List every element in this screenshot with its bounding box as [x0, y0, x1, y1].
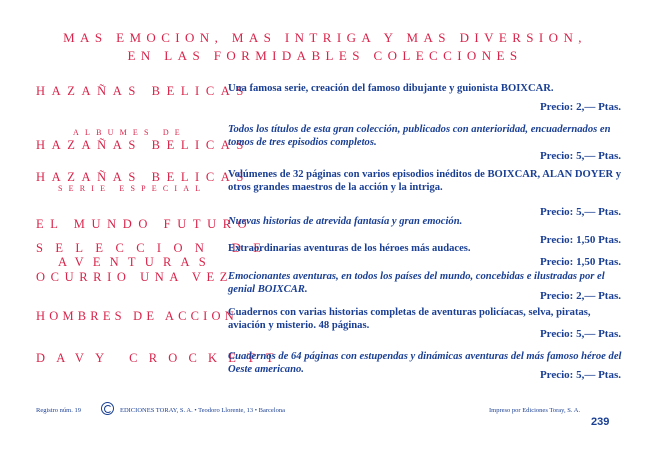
copyright-icon — [101, 402, 114, 415]
series-price: Precio: 5,— Ptas. — [539, 150, 621, 162]
series-name: OCURRIO UNA VEZ — [36, 270, 233, 284]
footer-publisher: EDICIONES TORAY, S. A. • Teodoro Llorente, 13 • Barcelona — [120, 407, 285, 414]
series-description: Nuevas historias de atrevida fantasía y gran emoción. — [228, 216, 463, 227]
series-subtitle: SERIE ESPECIAL — [58, 184, 207, 193]
series-description: Volúmenes de 32 páginas con varios episodios inéditos de BOIXCAR, ALAN DOYER y otros grandes maestros de la acción y la intriga. — [228, 169, 622, 193]
footer-printer: Impreso por Ediciones Toray, S. A. — [489, 407, 581, 414]
series-name: EL MUNDO FUTURO — [36, 217, 254, 231]
series-price: Precio: 5,— Ptas. — [539, 206, 621, 218]
series-subtitle: ALBUMES DE — [73, 128, 186, 137]
series-price: Precio: 1,50 Ptas. — [539, 256, 621, 268]
series-name-line-1: SELECCION DE — [36, 241, 274, 255]
series-description: Una famosa serie, creación del famoso dibujante y guionista BOIXCAR. — [228, 83, 554, 94]
series-description: Cuadernos con varias historias completas de aventuras policíacas, selva, piratas, aviación y misterio. 48 páginas. — [228, 307, 591, 331]
series-price: Precio: 5,— Ptas. — [539, 369, 621, 381]
page-number: 239 — [591, 416, 610, 428]
series-price: Precio: 2,— Ptas. — [539, 101, 621, 113]
series-price: Precio: 2,— Ptas. — [539, 290, 621, 302]
series-name: HAZAÑAS BELICAS — [36, 170, 250, 184]
series-description: Emocionantes aventuras, en todos los países del mundo, concebidas e ilustradas por el genial BOIXCAR. — [228, 271, 605, 295]
series-price: Precio: 1,50 Ptas. — [539, 234, 621, 246]
footer-registro: Registro núm. 19 — [36, 407, 81, 414]
series-name: HAZAÑAS BELICAS — [36, 138, 250, 152]
series-name-line-2: AVENTURAS — [58, 255, 215, 269]
series-name: DAVY CROCKETT — [36, 351, 285, 365]
series-description: Cuadernos de 64 páginas con estupendas y dinámicas aventuras del más famoso héroe del Oeste americano. — [228, 351, 622, 375]
header-line-1: MAS EMOCION, MAS INTRIGA Y MAS DIVERSION, — [63, 30, 587, 45]
series-name: HOMBRES DE ACCION — [36, 309, 238, 323]
series-name: HAZAÑAS BELICAS — [36, 84, 250, 98]
series-description: Extraordinarias aventuras de los héroes más audaces. — [228, 243, 471, 254]
series-price: Precio: 5,— Ptas. — [539, 328, 621, 340]
series-description: Todos los títulos de esta gran colección, publicados con anterioridad, encuadernados en tomos de tres episodios completos. — [228, 124, 611, 148]
header-line-2: EN LAS FORMIDABLES COLECCIONES — [127, 48, 523, 63]
